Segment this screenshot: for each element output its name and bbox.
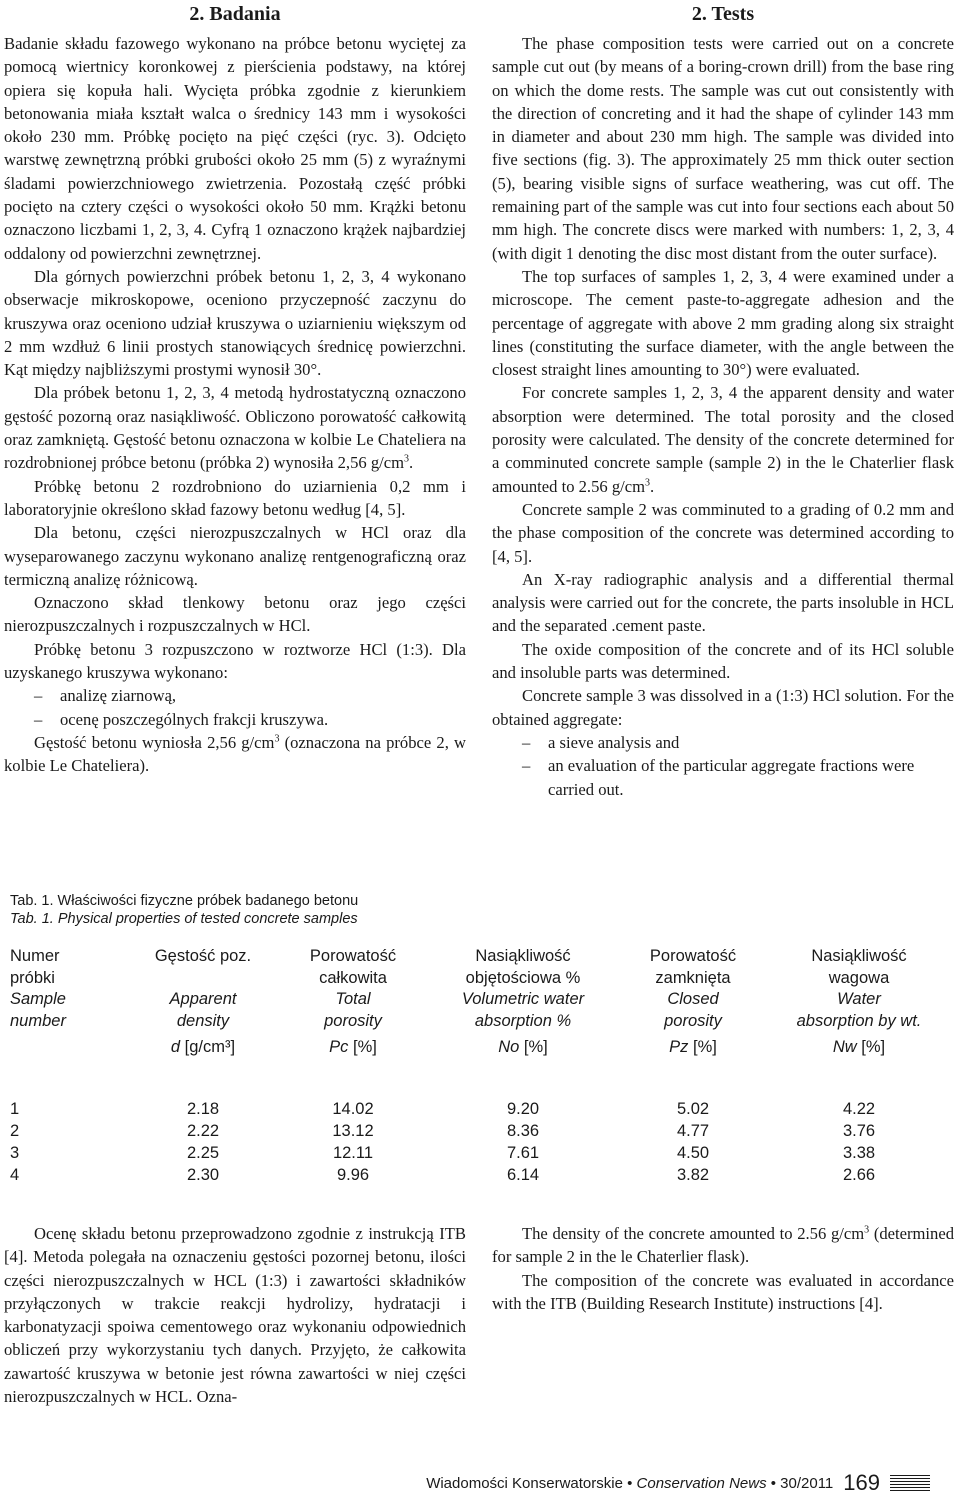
header-en-line: Total: [335, 990, 371, 1008]
units-row: [10, 1038, 950, 1074]
bottom-polish-text: [4, 1222, 466, 1408]
header-pl-line: Nasiąkliwość: [475, 947, 571, 965]
unit-cell: [278, 1038, 428, 1074]
table-caption: [10, 892, 358, 928]
header-pl-line: Porowatość: [649, 947, 737, 965]
header-en-line: porosity: [324, 1011, 382, 1030]
paragraph: The phase composition tests were carried out on a concrete sample cut out (by means of a boring-crown drill) from the base ring on which the dome rests. The sample was cut out consistently with the direction of concreting and it had the shape of cylinder 143 mm in diameter and about 230 mm high. The sample was divided into five sections (fig. 3). The approximately 25 mm thick outer section (5), bearing visible signs of surface weathering, was cut off. The remaining part of the sample was cut into four sections each about 50 mm high. The concrete discs were marked with numbers: 1, 2, 3, 4 (with digit 1 denoting the disc most distant from the outer surface).: [492, 34, 954, 263]
table-cell: 7.61: [506, 1144, 540, 1162]
superscript: 3: [404, 453, 409, 465]
column-header: [278, 946, 428, 1038]
header-pl-line: objętościowa %: [465, 968, 581, 987]
table-cell: 3.76: [842, 1122, 876, 1140]
decorative-rules: [890, 1475, 930, 1491]
list-item: – analizę ziarnową,: [34, 686, 177, 706]
table-cell: 9.96: [336, 1166, 370, 1184]
table-cell: 2.22: [186, 1122, 220, 1140]
unit-symbol: Pc: [329, 1038, 349, 1056]
page-footer: [426, 1470, 930, 1496]
header-pl-line: Numer: [10, 947, 60, 965]
section-heading-pl: 2. Badania: [189, 3, 281, 25]
journal-name: [426, 1475, 833, 1492]
paragraph-tail: .: [650, 476, 655, 496]
header-pl-line: całkowita: [319, 968, 387, 987]
paragraph: [492, 1222, 954, 1269]
unit-symbol: No: [498, 1038, 520, 1056]
paragraph: Oznaczono skład tlenkowy betonu oraz jego części nierozpuszczalnych i rozpuszczalnych w HCl.: [4, 593, 466, 636]
bullet-list: [4, 684, 466, 731]
list-item-text: an evaluation of the particular aggregate fractions were carried out.: [548, 756, 915, 799]
paragraph: Próbkę betonu 3 rozpuszczono w roztworze HCl (1:3). Dla uzyskanego kruszywa wykonano:: [4, 639, 466, 683]
polish-column: [4, 0, 466, 778]
header-pl-line: Porowatość: [309, 947, 397, 965]
table-cell: 2.25: [186, 1144, 220, 1162]
paragraph-text: Dla próbek betonu 1, 2, 3, 4 metodą hydrostatyczną oznaczono gęstość pozorną oraz nasiąkliwość. Obliczono porowatość całkowitą oraz zamkniętą. Gęstość betonu oznaczona w kolbie Le Chateliera na rozdrobnionej próbce betonu (próbka 2) wynosiła 2,56 g/cm: [4, 383, 466, 473]
unit-text: [g/cm³]: [180, 1038, 236, 1056]
table-cell: 2.18: [186, 1100, 220, 1118]
superscript: 3: [274, 733, 280, 745]
table-cell: 2.66: [842, 1166, 876, 1184]
journal-name-en: Conservation News: [636, 1474, 767, 1492]
table-cell: 14.02: [332, 1100, 374, 1118]
header-en-line: absorption %: [474, 1011, 572, 1030]
column-header: [10, 946, 128, 1038]
header-en-line: absorption by wt.: [796, 1011, 922, 1030]
paragraph: The top surfaces of samples 1, 2, 3, 4 were examined under a microscope. The cement paste-to-aggregate adhesion and the percentage of aggregate with above 2 mm grading along six straight lines (constituting the surface diameter, with the angle between the closest straight lines amounting to 30°) were evaluated.: [492, 266, 954, 380]
paragraph: Dla górnych powierzchni próbek betonu 1, 2, 3, 4 wykonano obserwacje mikroskopowe, oceniono przyczepność zaczynu do kruszywa oraz oceniono udział kruszywa o uziarnieniu większym od 2 mm wzdłuż 6 linii prostych stanowiących średnicę powierzchni. Kąt między najbliższymi prostymi wynosił 30°.: [4, 266, 466, 380]
paragraph-text: Gęstość betonu wyniosła 2,56 g/cm: [34, 732, 275, 752]
paragraph: The oxide composition of the concrete and of its HCl soluble and insoluble parts was determined.: [492, 639, 954, 683]
header-en-line: Sample: [10, 990, 66, 1008]
table-row: [10, 1142, 950, 1164]
header-pl-line: Nasiąkliwość: [811, 947, 907, 965]
paragraph: Concrete sample 2 was comminuted to a grading of 0.2 mm and the phase composition of the concrete was determined according to [4, 5].: [492, 499, 954, 566]
paragraph-tail: .: [409, 453, 414, 473]
list-item: – an evaluation of the particular aggregate fractions were carried out.: [522, 756, 915, 799]
journal-name-pl: Wiadomości Konserwatorskie •: [426, 1474, 637, 1492]
table-cell: 4.50: [676, 1144, 710, 1162]
header-en-line: Closed: [667, 990, 719, 1008]
paragraph: An X-ray radiographic analysis and a differential thermal analysis were carried out for the concrete, the parts insoluble in HCL and the separated .cement paste.: [492, 569, 954, 636]
header-en-line: Apparent: [169, 990, 237, 1008]
paragraph: Concrete sample 3 was dissolved in a (1:3) HCl solution. For the obtained aggregate:: [492, 686, 954, 729]
unit-symbol: Nw: [832, 1038, 857, 1056]
list-item: – a sieve analysis and: [522, 732, 680, 752]
journal-issue: • 30/2011: [766, 1474, 834, 1492]
unit-cell: [768, 1038, 950, 1074]
table-cell: 5.02: [676, 1100, 710, 1118]
column-header: [768, 946, 950, 1038]
unit-text: [%]: [348, 1038, 377, 1056]
paragraph: [4, 381, 466, 474]
header-en-line: density: [176, 1011, 230, 1030]
header-pl-line: próbki: [10, 968, 55, 987]
paragraph: The composition of the concrete was evaluated in accordance with the ITB (Building Research Institute) instructions [4].: [492, 1270, 954, 1313]
header-pl-line: [128, 968, 278, 990]
column-header: [128, 946, 278, 1038]
paragraph: Próbkę betonu 2 rozdrobniono do uziarnienia 0,2 mm i laboratoryjnie określono skład fazowy betonu według [4, 5].: [4, 476, 466, 519]
superscript: 3: [645, 477, 651, 489]
bullet-list: [492, 731, 954, 801]
bottom-english-text: [492, 1222, 954, 1315]
table-spacer: [10, 1074, 950, 1098]
header-pl-line: zamknięta: [655, 968, 731, 987]
column-header: [618, 946, 768, 1038]
unit-text: [%]: [688, 1038, 717, 1056]
header-en-line: number: [10, 1011, 66, 1030]
table-cell: 3.38: [842, 1144, 876, 1162]
table-cell: 4: [10, 1166, 20, 1184]
table-cell: 4.22: [842, 1100, 876, 1118]
paragraph-tail: (oznaczona na próbce 2, w kolbie Le Chateliera).: [4, 732, 466, 776]
table-cell: 12.11: [332, 1144, 374, 1162]
table-cell: 3: [10, 1144, 20, 1162]
table-caption-pl: Tab. 1. Właściwości fizyczne próbek badanego betonu: [10, 893, 359, 909]
unit-text: [%]: [856, 1038, 886, 1056]
table-cell: 2: [10, 1122, 20, 1140]
table-cell: 13.12: [332, 1122, 374, 1140]
table-header-row: [10, 946, 950, 1038]
paragraph: Dla betonu, części nierozpuszczalnych w HCl oraz dla wyseparowanego zaczynu wykonano analizę rentgenograficzną oraz termiczną analizę różnicową.: [4, 523, 466, 589]
superscript: 3: [864, 1224, 870, 1236]
list-item-text: analizę ziarnową,: [60, 686, 177, 706]
page-number: 169: [843, 1470, 880, 1495]
properties-table: [10, 946, 950, 1186]
table-cell: 1: [10, 1100, 20, 1118]
unit-text: [%]: [519, 1038, 548, 1056]
list-item: – ocenę poszczególnych frakcji kruszywa.: [34, 709, 329, 729]
table-cell: 2.30: [186, 1166, 220, 1184]
table-cell: 4.77: [676, 1122, 710, 1140]
unit-symbol: Pz: [669, 1038, 689, 1056]
table-row: [10, 1120, 950, 1142]
table-row: [10, 1164, 950, 1186]
paragraph: [4, 731, 466, 778]
unit-cell: [128, 1038, 278, 1074]
english-column: [492, 0, 954, 801]
header-en-line: porosity: [664, 1011, 722, 1030]
paragraph: [492, 381, 954, 497]
header-pl-line: Gęstość poz.: [154, 947, 252, 965]
column-header: [428, 946, 618, 1038]
table-caption-en: Tab. 1. Physical properties of tested concrete samples: [10, 911, 358, 927]
table-row: [10, 1098, 950, 1120]
table-cell: 3.82: [676, 1166, 710, 1184]
unit-cell: [428, 1038, 618, 1074]
paragraph: Ocenę składu betonu przeprowadzono zgodnie z instrukcją ITB [4]. Metoda polegała na oznaczeniu gęstości pozornej betonu, ilości części nierozpuszczalnych w HCL (1:3) i zawartości składników przyłączonych w trakcie reakcji hydrolizy, hydratacji i karbonatyzacji spoiwa cementowego oraz wykonaniu odpowiednich obliczeń przy wykorzystaniu tych danych. Przyjęto, że całkowita zawartość kruszywa w betonie jest równa zawartości w niej części nierozpuszczalnych w HCL. Ozna-: [4, 1224, 466, 1407]
unit-cell: [618, 1038, 768, 1074]
paragraph-tail: (determined for sample 2 in the le Chaterlier flask).: [492, 1224, 954, 1267]
table-cell: 9.20: [506, 1100, 540, 1118]
section-heading-en: 2. Tests: [691, 3, 755, 25]
paragraph-text: The density of the concrete amounted to 2.56 g/cm: [522, 1224, 865, 1243]
unit-cell: [10, 1038, 128, 1074]
paragraph: Badanie składu fazowego wykonano na próbce betonu wyciętej za pomocą wiertnicy koronkowej z pierścienia podstawy, na której opiera się kopuła hali. Wycięta próbka zgodnie z kierunkiem betonowania miała kształt walca o średnicy 143 mm i wysokości około 230 mm. Próbkę pocięto na pięć części (ryc. 3). Odcięto warstwę zewnętrzną próbki grubości około 25 mm (5) z wyraźnymi śladami powierzchniowego zwietrzenia. Pozostałą część próbki pocięto na cztery części o wysokości około 50 mm. Krążki betonu oznaczono liczbami 1, 2, 3, 4. Cyfrą 1 oznaczono krążek najbardziej oddalony od powierzchni zewnętrznej.: [4, 34, 466, 263]
unit-symbol: d: [170, 1038, 181, 1056]
table-cell: 6.14: [506, 1166, 540, 1184]
paragraph-text: For concrete samples 1, 2, 3, 4 the apparent density and water absorption were determined. The total porosity and the closed porosity were calculated. The density of the concrete determined for a comminuted concrete sample (sample 2) in the le Chaterlier flask amounted to 2.56 g/cm: [492, 383, 954, 496]
list-item-text: ocenę poszczególnych frakcji kruszywa.: [60, 709, 329, 729]
list-item-text: a sieve analysis and: [548, 732, 680, 752]
header-en-line: Water: [837, 990, 881, 1008]
table-cell: 8.36: [506, 1122, 540, 1140]
header-en-line: Volumetric water: [461, 990, 585, 1008]
header-pl-line: wagowa: [828, 968, 890, 987]
